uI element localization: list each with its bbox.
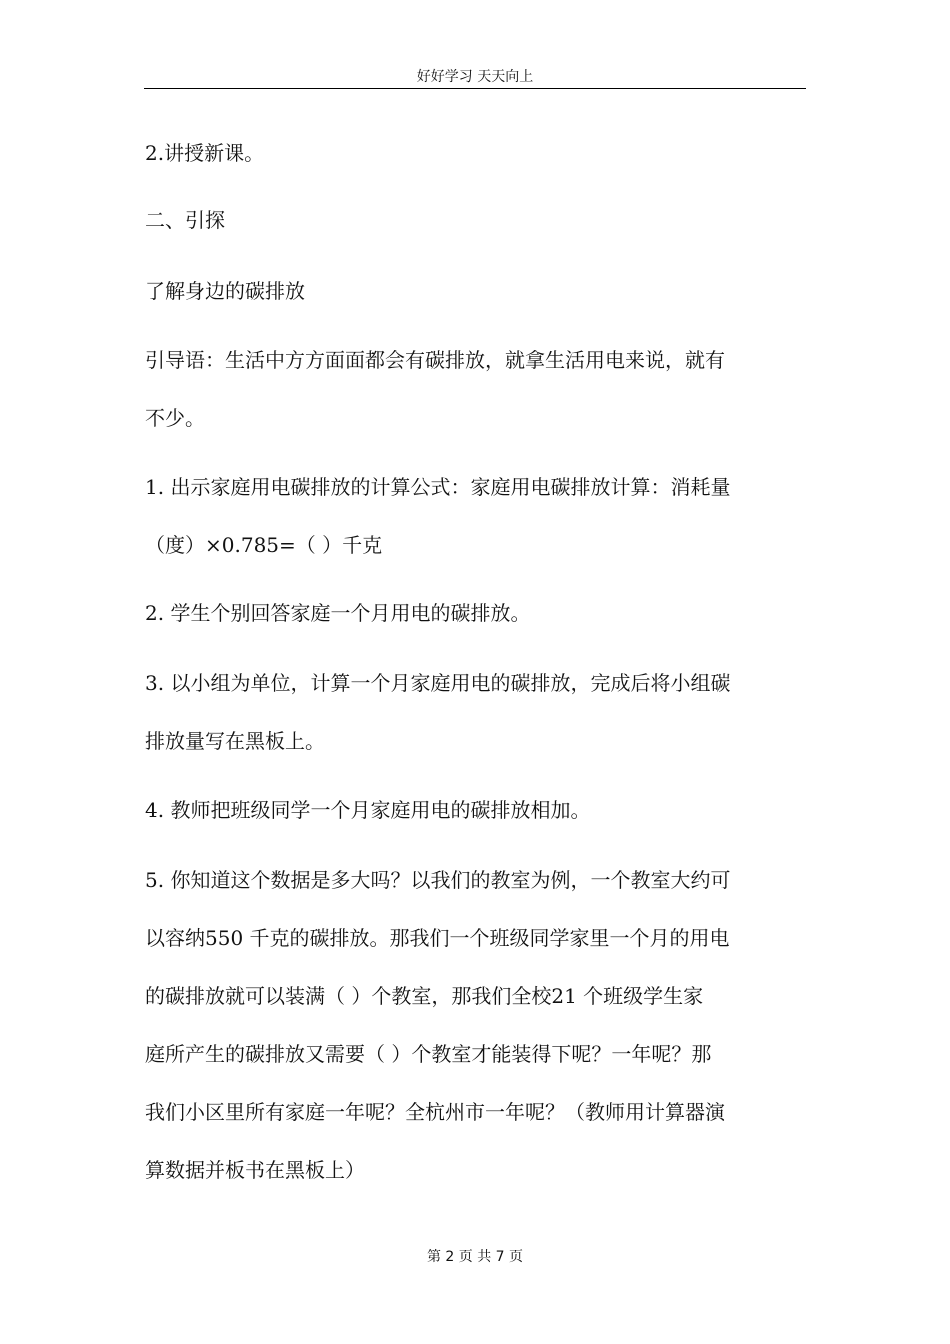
text-line: 二、引探	[145, 208, 225, 232]
text-line: 5. 你知道这个数据是多大吗？以我们的教室为例，一个教室大约可	[145, 868, 731, 892]
text-line: 4. 教师把班级同学一个月家庭用电的碳排放相加。	[145, 798, 591, 822]
text-line: 2.讲授新课。	[145, 141, 265, 165]
paragraph-section-heading	[145, 191, 807, 249]
paragraph-item-4	[145, 781, 807, 839]
text-line: 引导语：生活中方方面面都会有碳排放，就拿生活用电来说，就有	[145, 348, 725, 372]
paragraph-item-5	[145, 851, 807, 1199]
text-line: 了解身边的碳排放	[145, 279, 305, 303]
text-line: 的碳排放就可以装满（ ）个教室，那我们全校21 个班级学生家	[145, 984, 704, 1008]
paragraph-lecture	[145, 124, 807, 182]
text-line: （度）×0.785=（ ）千克	[145, 533, 383, 557]
text-line: 算数据并板书在黑板上）	[145, 1158, 365, 1182]
paragraph-subheading	[145, 262, 807, 320]
text-line: 以容纳550 千克的碳排放。那我们一个班级同学家里一个月的用电	[145, 926, 730, 950]
page-number: 第 2 页 共 7 页	[426, 1249, 524, 1265]
paragraph-item-3	[145, 654, 807, 770]
text-line: 3. 以小组为单位，计算一个月家庭用电的碳排放，完成后将小组碳	[145, 671, 731, 695]
text-line: 1. 出示家庭用电碳排放的计算公式：家庭用电碳排放计算：消耗量	[145, 475, 731, 499]
paragraph-item-1	[145, 458, 807, 574]
header-divider	[144, 88, 806, 89]
text-line: 我们小区里所有家庭一年呢？全杭州市一年呢？（教师用计算器演	[145, 1100, 725, 1124]
text-line: 庭所产生的碳排放又需要（ ）个教室才能装得下呢？一年呢？那	[145, 1042, 712, 1066]
paragraph-item-2	[145, 584, 807, 642]
paragraph-guide	[145, 331, 807, 447]
text-line: 2. 学生个别回答家庭一个月用电的碳排放。	[145, 601, 531, 625]
text-line: 排放量写在黑板上。	[145, 729, 325, 753]
text-line: 不少。	[145, 406, 205, 430]
page-header: 好好学习 天天向上	[416, 69, 534, 85]
